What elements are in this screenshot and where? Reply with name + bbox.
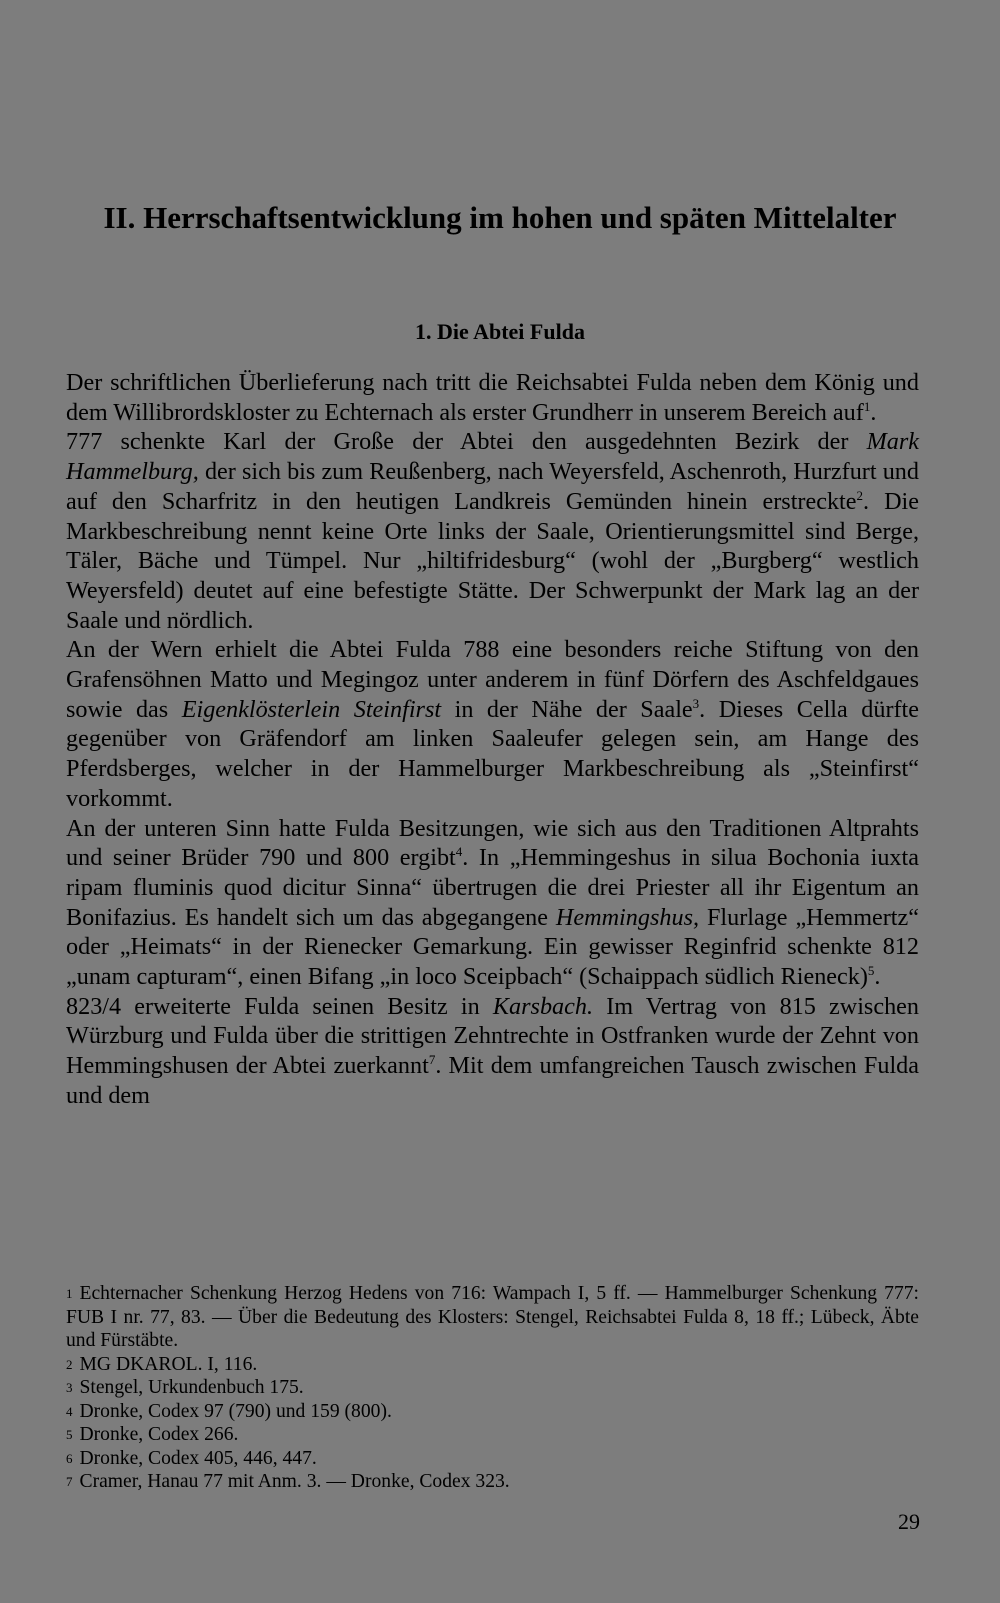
paragraph-text: . In „Hemmingeshus in silua Bochonia iuxta ripam fluminis quod dicitur Sinna“ übertrugen die drei Priester all ihr Eigentum an Bonifazius. Es handelt sich um das abgegangene: [66, 844, 919, 931]
place-name: Hemmingshus,: [555, 903, 700, 931]
footnote-number: 2: [66, 1356, 73, 1372]
footnote-reference: 1: [863, 398, 871, 414]
body-text: [66, 368, 919, 1111]
paragraph-text: .: [874, 963, 881, 991]
paragraph-text: An der unteren Sinn hatte Fulda Besitzungen, wie sich aus den Traditionen Altprahts und seiner Brüder 790 und 800 ergibt: [66, 814, 919, 872]
paragraph-text: 823/4 erweiterte Fulda seinen Besitz in: [66, 992, 493, 1020]
paragraph-text: . Mit dem umfangreichen Tausch zwischen Fulda und dem: [66, 1052, 919, 1109]
footnote-text: MG DKAROL. I, 116.: [79, 1353, 258, 1375]
section-title: 1. Die Abtei Fulda: [415, 319, 585, 344]
footnote-number: 3: [66, 1380, 73, 1395]
paragraph-text: in der Nähe der Saale: [441, 695, 693, 723]
paragraph: [66, 992, 919, 1111]
paragraph: [66, 635, 919, 813]
footnote: [66, 1447, 919, 1471]
footnote-reference: 3: [692, 695, 700, 711]
paragraph-text: . Dieses Cella dürfte gegenüber von Gräfendorf am linken Saaleufer gelegen sein, am Hange des Pferdsberges, welcher in der Hammelburger Markbeschreibung als „Steinfirst“ vorkommt.: [66, 695, 920, 812]
footnote-text: Echternacher Schenkung Herzog Hedens von 716: Wampach I, 5 ff. — Hammelburger Schenkung 777: FUB I nr. 77, 83. — Über die Bedeutung des Klosters: Stengel, Reichsabtei Fulda 8, 18 ff.; Lübeck, Äbte und Fürstäbte.: [66, 1283, 919, 1351]
place-name: Karsbach.: [492, 992, 594, 1020]
footnote-text: Stengel, Urkundenbuch 175.: [79, 1377, 304, 1398]
footnote-number: 4: [66, 1403, 73, 1419]
page-number: 29: [898, 1509, 920, 1534]
footnote-text: Cramer, Hanau 77 mit Anm. 3. — Dronke, Codex 323.: [79, 1471, 510, 1492]
paragraph-text: .: [870, 398, 877, 426]
paragraph: [66, 814, 919, 992]
paragraph-text: Flurlage „Hemmertz“ oder „Heimats“ in der Rienecker Gemarkung. Ein gewisser Reginfrid schenkte 812 „unam capturam“, einen Bifang „in loco Sceipbach“ (Schaippach südlich Rieneck): [66, 903, 919, 991]
paragraph-text: der sich bis zum Reußenberg, nach Weyersfeld, Aschenroth, Hurzfurt und auf den Scharfritz in den heutigen Landkreis Gemünden hinein erstreckte: [66, 458, 919, 515]
footnote: [66, 1470, 919, 1494]
footnote-text: Dronke, Codex 405, 446, 447.: [79, 1447, 317, 1469]
paragraph-text: Im Vertrag von 815 zwischen Würzburg und Fulda über die strittigen Zehntrechte in Ostfranken wurde der Zehnt von Hemmingshusen der Abtei zuerkannt: [66, 992, 920, 1080]
footnote-number: 5: [66, 1427, 73, 1442]
footnote-text: Dronke, Codex 97 (790) und 159 (800).: [79, 1400, 392, 1422]
footnotes: [66, 1282, 919, 1494]
footnote: [66, 1282, 919, 1353]
footnote-number: 1: [66, 1286, 73, 1301]
footnote-reference: 5: [867, 963, 875, 978]
footnote: [66, 1353, 919, 1377]
paragraph-text: Der schriftlichen Überlieferung nach tritt die Reichsabtei Fulda neben dem König und dem Willibrordskloster zu Echternach als erster Grundherr in unserem Bereich auf: [66, 369, 919, 426]
footnote-reference: 4: [455, 844, 463, 860]
place-name: Eigenklösterlein Steinfirst: [181, 695, 442, 723]
footnote: [66, 1376, 919, 1400]
footnote: [66, 1423, 919, 1447]
footnote-reference: 7: [428, 1052, 436, 1068]
footnote-reference: 2: [856, 487, 864, 503]
footnote-text: Dronke, Codex 266.: [79, 1424, 239, 1445]
paragraph-text: An der Wern erhielt die Abtei Fulda 788 eine besonders reiche Stiftung von den Grafensöhnen Matto und Megingoz unter anderem in fünf Dörfern des Aschfeldgaues sowie das: [66, 636, 919, 723]
paragraph: [66, 427, 919, 635]
footnote-number: 6: [66, 1450, 73, 1466]
paragraph-text: 777 schenkte Karl der Große der Abtei den ausgedehnten Bezirk der: [66, 428, 867, 456]
footnote-number: 7: [66, 1474, 73, 1489]
footnote: [66, 1400, 919, 1424]
paragraph: [66, 368, 919, 427]
paragraph-text: . Die Markbeschreibung nennt keine Orte links der Saale, Orientierungsmittel sind Berge, Täler, Bäche und Tümpel. Nur „hiltifridesburg“ (wohl der „Burgberg“ westlich Weyersfeld) deutet auf eine befestigte Stätte. Der Schwerpunkt der Mark lag an der Saale und nördlich.: [66, 487, 919, 634]
place-name: Mark Hammelburg,: [66, 428, 919, 486]
chapter-title: II. Herrschaftsentwicklung im hohen und späten Mittelalter: [103, 200, 897, 235]
